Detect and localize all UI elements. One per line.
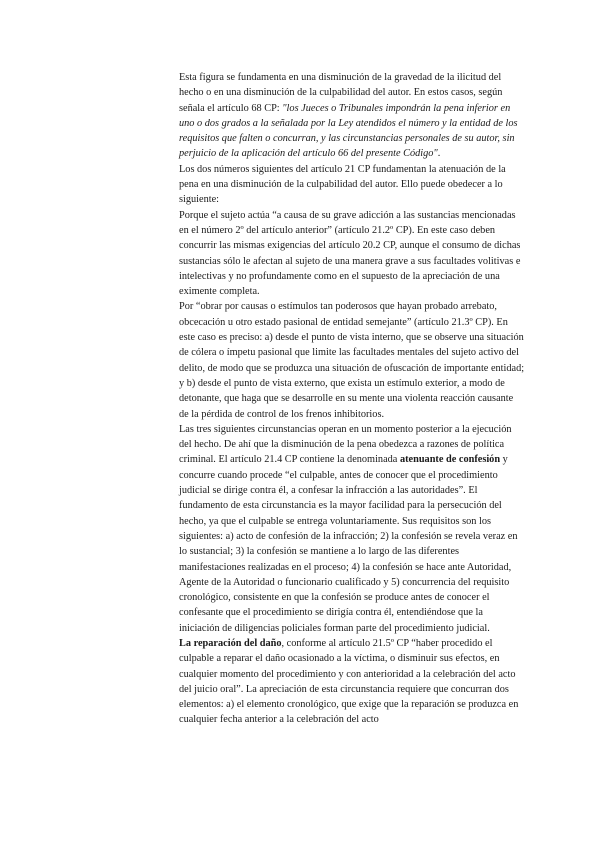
paragraph-3: Porque el sujeto actúa “a causa de su grave adicción a las sustancias mencionadas en el número 2º del artículo anterior” (artículo 21.2º CP). En este caso deben concurrir las mismas exigencias del artículo 20.2 CP, aunque el consumo de dichas sustancias sólo le afectan al sujeto de una manera grave a sus facultades volitivas e intelectivas y no profundamente como en el supuesto de la apreciación de una eximente completa. bbox=[179, 209, 521, 298]
paragraph-1 bbox=[179, 70, 525, 162]
body-text bbox=[179, 70, 525, 728]
atenuante-confesion-term: atenuante de confesión bbox=[399, 454, 501, 466]
paragraph-2: Los dos números siguientes del artículo 21 CP fundamentan la atenuación de la pena en una disminución de la culpabilidad del autor. Ello puede obedecer a lo siguiente: bbox=[179, 163, 506, 206]
paragraph-6-rest: , conforme al artículo 21.5º CP “haber procedido el culpable a reparar el daño ocasionado a la víctima, o disminuir sus efectos, en cualquier momento del procedimiento y con anterioridad a la celebración del acto del juicio oral”. La apreciación de esta circunstancia requiere que concurran dos elementos: a) el elemento cronológico, que exige que la reparación se produzca en cualquier fecha anterior a la celebración del acto bbox=[179, 637, 519, 726]
paragraph-5-rest: y concurre cuando procede “el culpable, antes de conocer que el procedimiento judicial se dirige contra él, a confesar la infracción a las autoridades”. El fundamento de esta circunstancia es la mayor facilidad para la persecución del hecho, ya que el culpable se entrega voluntariamente. Sus requisitos son los siguientes: a) acto de confesión de la infracción; 2) la confesión se revela veraz en lo sustancial; 3) la confesión se mantiene a lo largo de las diferentes manifestaciones realizadas en el proceso; 4) la confesión se hace ante Autoridad, Agente de la Autoridad o funcionario cualificado y 5) concurrencia del requisito cronológico, consistente en que la confesión se produce antes de conocer el confesante que el procedimiento se dirigía contra él, entendiéndose que la iniciación de diligencias policiales forman parte del procedimiento judicial. bbox=[179, 454, 518, 634]
paragraph-6 bbox=[179, 636, 525, 728]
reparacion-dano-term: La reparación del daño bbox=[179, 637, 282, 649]
paragraph-1-intro: Esta figura se fundamenta en una disminución de la gravedad de la ilicitud del hecho o en una disminución de la culpabilidad del autor. En estos casos, según señala el artículo 68 CP: bbox=[179, 72, 503, 114]
paragraph-1-end: . bbox=[437, 148, 441, 160]
paragraph-5 bbox=[179, 422, 525, 636]
article-68-quote: "los Jueces o Tribunales impondrán la pena inferior en uno o dos grados a la señalada por la Ley atendidos el número y la entidad de los requisitos que falten o concurran, y las circunstancias personales de su autor, sin perjuicio de la aplicación del artículo 66 del presente Código" bbox=[179, 102, 518, 160]
paragraph-5-intro: Las tres siguientes circunstancias operan en un momento posterior a la ejecución del hecho. De ahí que la disminución de la pena obedezca a razones de política criminal. El artículo 21.4 CP contiene la denominada bbox=[179, 423, 512, 466]
paragraph-4: Por “obrar por causas o estímulos tan poderosos que hayan probado arrebato, obcecación u otro estado pasional de entidad semejante” (artículo 21.3º CP). En este caso es preciso: a) desde el punto de vista interno, que se observe una situación de cólera o ímpetu pasional que limite las facultades mentales del sujeto activo del delito, de modo que se produzca una situación de ofuscación de importante entidad; y b) desde el punto de vista externo, que exista un estímulo exterior, a modo de detonante, que haga que se desarrolle en su mente una violenta reacción causante de la pérdida de control de los frenos inhibitorios. bbox=[179, 301, 525, 420]
